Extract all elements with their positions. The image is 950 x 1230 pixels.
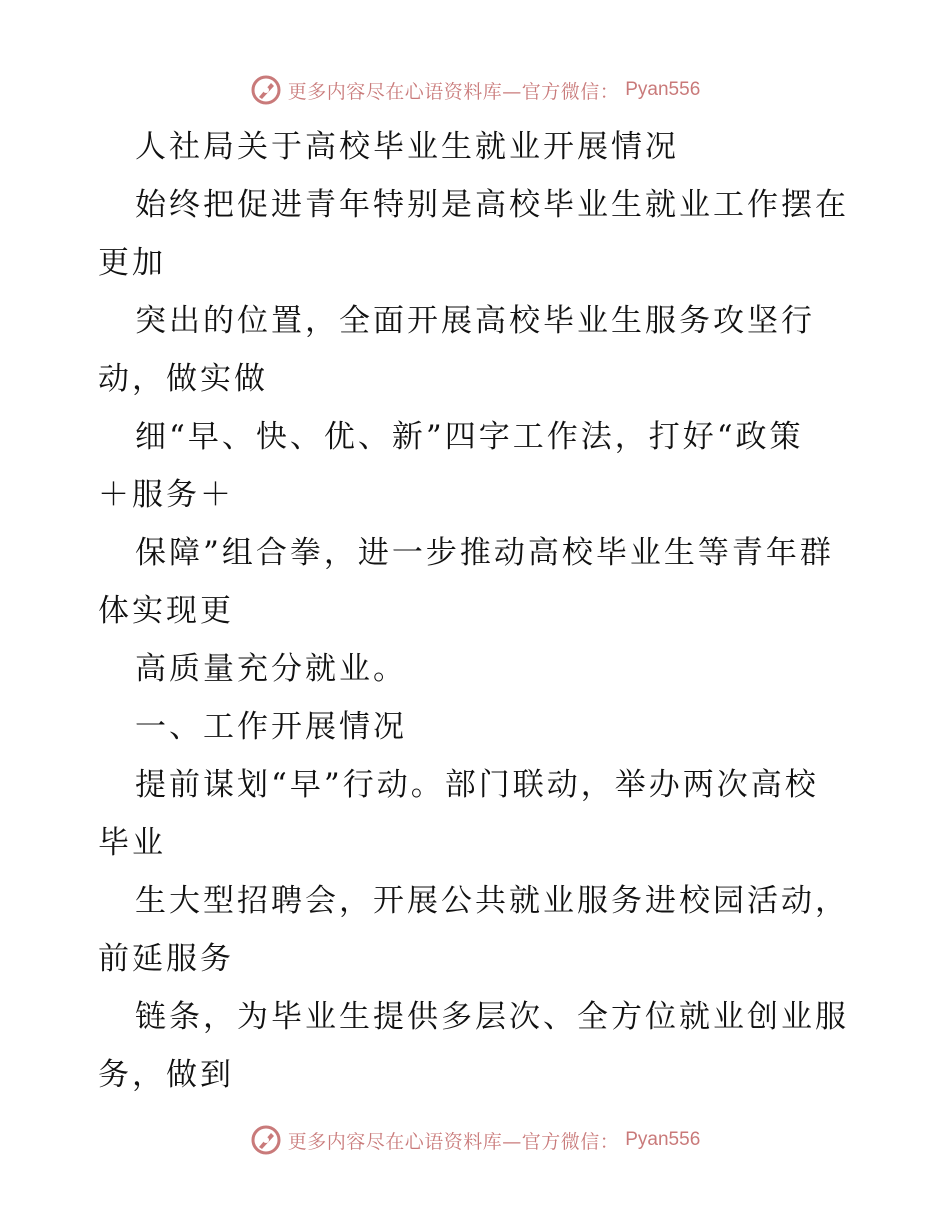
paragraph-line: 更加 (98, 245, 166, 281)
watermark-text: 更多内容尽在心语资料库—官方微信： (287, 80, 620, 103)
paragraph-line: 毕业 (98, 825, 166, 861)
paragraph-line: 动，做实做 (98, 361, 268, 397)
watermark-text: 更多内容尽在心语资料库—官方微信： (287, 1130, 620, 1153)
paragraph-line: 细“早、快、优、新”四字工作法，打好“政策 (135, 419, 804, 455)
pen-logo-icon (250, 74, 282, 106)
header-watermark (0, 70, 950, 110)
section-heading: 一、工作开展情况 (135, 709, 407, 745)
paragraph-line: 务，做到 (98, 1057, 234, 1093)
paragraph-line: 突出的位置，全面开展高校毕业生服务攻坚行 (135, 303, 815, 339)
watermark-brand: Pyan556 (625, 1129, 701, 1150)
pen-logo-icon (250, 1124, 282, 1156)
paragraph-line: 高质量充分就业。 (135, 651, 407, 687)
paragraph-line: 前延服务 (98, 941, 234, 977)
watermark-brand: Pyan556 (625, 79, 701, 100)
document-title: 人社局关于高校毕业生就业开展情况 (135, 129, 679, 165)
paragraph-line: 提前谋划“早”行动。部门联动，举办两次高校 (135, 767, 819, 803)
paragraph-line: 生大型招聘会，开展公共就业服务进校园活动， (135, 883, 849, 919)
paragraph-line: 保障”组合拳，进一步推动高校毕业生等青年群 (135, 535, 834, 571)
document-body (98, 118, 858, 1104)
paragraph-line: 体实现更 (98, 593, 234, 629)
footer-watermark (0, 1120, 950, 1160)
paragraph-line: ＋服务＋ (98, 477, 234, 513)
paragraph-line: 链条，为毕业生提供多层次、全方位就业创业服 (135, 999, 849, 1035)
paragraph-line: 始终把促进青年特别是高校毕业生就业工作摆在 (135, 187, 849, 223)
